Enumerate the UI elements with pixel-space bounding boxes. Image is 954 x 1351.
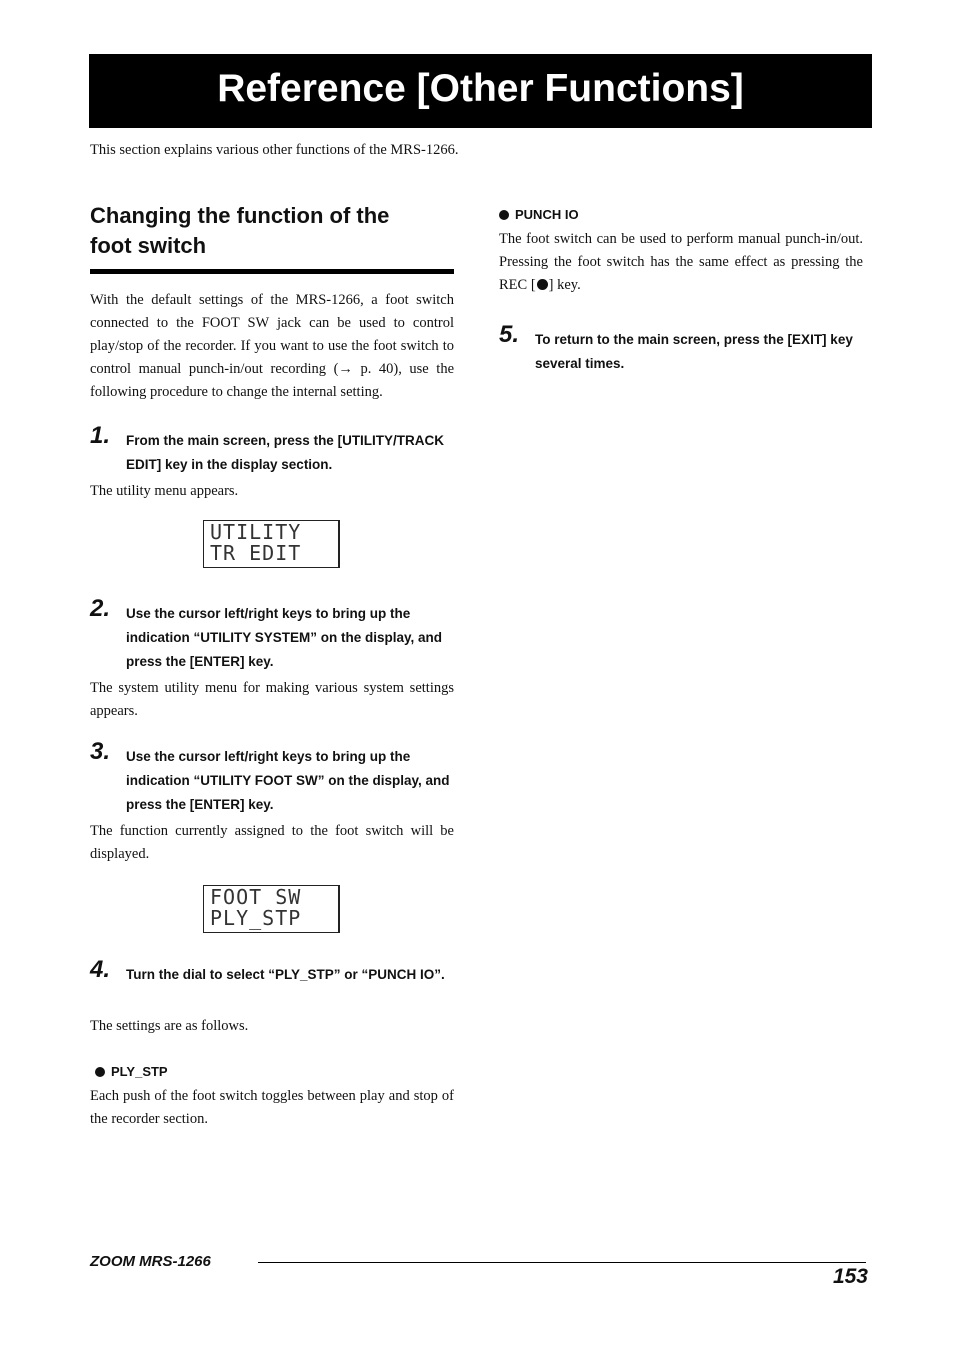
- option-heading: [499, 206, 863, 224]
- option-description-part1: The foot switch can be used to perform manual punch-in/out. Pressing the foot switch has the same effect as pressing the REC [: [499, 231, 863, 293]
- title-banner: [89, 54, 872, 128]
- lcd-line-2: TR EDIT: [210, 541, 302, 565]
- bullet-icon: [95, 1067, 105, 1077]
- step-number: 5.: [499, 321, 520, 348]
- step-result: The system utility menu for making various system settings appears.: [90, 680, 454, 719]
- bullet-icon: [499, 210, 509, 220]
- section-heading-line2: foot switch: [90, 233, 207, 258]
- step-result: The function currently assigned to the foot switch will be displayed.: [90, 823, 454, 862]
- page-title: Reference [Other Functions]: [217, 67, 744, 110]
- option-heading: [90, 1063, 454, 1081]
- step-number: 2.: [90, 595, 111, 622]
- step-instruction: To return to the main screen, press the [EXIT] key several times.: [535, 332, 853, 371]
- rec-icon: [537, 279, 548, 290]
- step-number: 4.: [90, 956, 111, 983]
- lcd-edge: [338, 886, 340, 932]
- step-result: The utility menu appears.: [90, 483, 239, 499]
- option-name: PUNCH IO: [515, 207, 579, 222]
- lcd-display: [203, 885, 340, 933]
- lcd-edge: [338, 521, 340, 567]
- step-instruction: From the main screen, press the [UTILITY/TRACK EDIT] key in the display section.: [126, 433, 445, 472]
- footer-rule: [258, 1262, 866, 1263]
- step-3: [90, 738, 454, 817]
- section-rule: [90, 269, 454, 274]
- option-description: [499, 228, 863, 297]
- step-4: [90, 956, 454, 987]
- intro-text: This section explains various other functions of the MRS-1266.: [90, 142, 459, 158]
- option-description-part2: ] key.: [548, 277, 581, 293]
- left-column: [90, 200, 454, 1131]
- step-2: [90, 595, 454, 674]
- right-column: [499, 200, 863, 376]
- option-description: Each push of the foot switch toggles between play and stop of the recorder section.: [90, 1088, 454, 1127]
- section-body: With the default settings of the MRS-1266, a foot switch connected to the FOOT SW jack can be used to control play/stop of the recorder. If you want to use the foot switch to control manual punch-in/out recording (→ p. 40), use the following procedure to change the internal setting.: [90, 292, 454, 400]
- step-instruction: Use the cursor left/right keys to bring up the indication “UTILITY SYSTEM” on the display, and press the [ENTER] key.: [126, 606, 443, 669]
- lcd-line-1: FOOT SW: [210, 885, 302, 909]
- footer-label: ZOOM MRS-1266: [90, 1253, 211, 1270]
- step-result: The settings are as follows.: [90, 1018, 249, 1034]
- lcd-line-2: PLY_STP: [210, 906, 302, 930]
- option-name: PLY_STP: [111, 1064, 168, 1079]
- step-number: 1.: [90, 422, 111, 449]
- section-heading: [90, 201, 454, 261]
- step-number: 3.: [90, 738, 111, 765]
- step-instruction: Use the cursor left/right keys to bring up the indication “UTILITY FOOT SW” on the display, and press the [ENTER] key.: [126, 749, 450, 812]
- step-instruction: Turn the dial to select “PLY_STP” or “PUNCH IO”.: [126, 967, 445, 982]
- lcd-display: [203, 520, 340, 568]
- step-1: [90, 422, 454, 477]
- section-heading-line1: Changing the function of the: [90, 203, 390, 228]
- step-5: [499, 321, 863, 376]
- page-number: 153: [832, 1265, 868, 1288]
- lcd-line-1: UTILITY: [210, 520, 302, 544]
